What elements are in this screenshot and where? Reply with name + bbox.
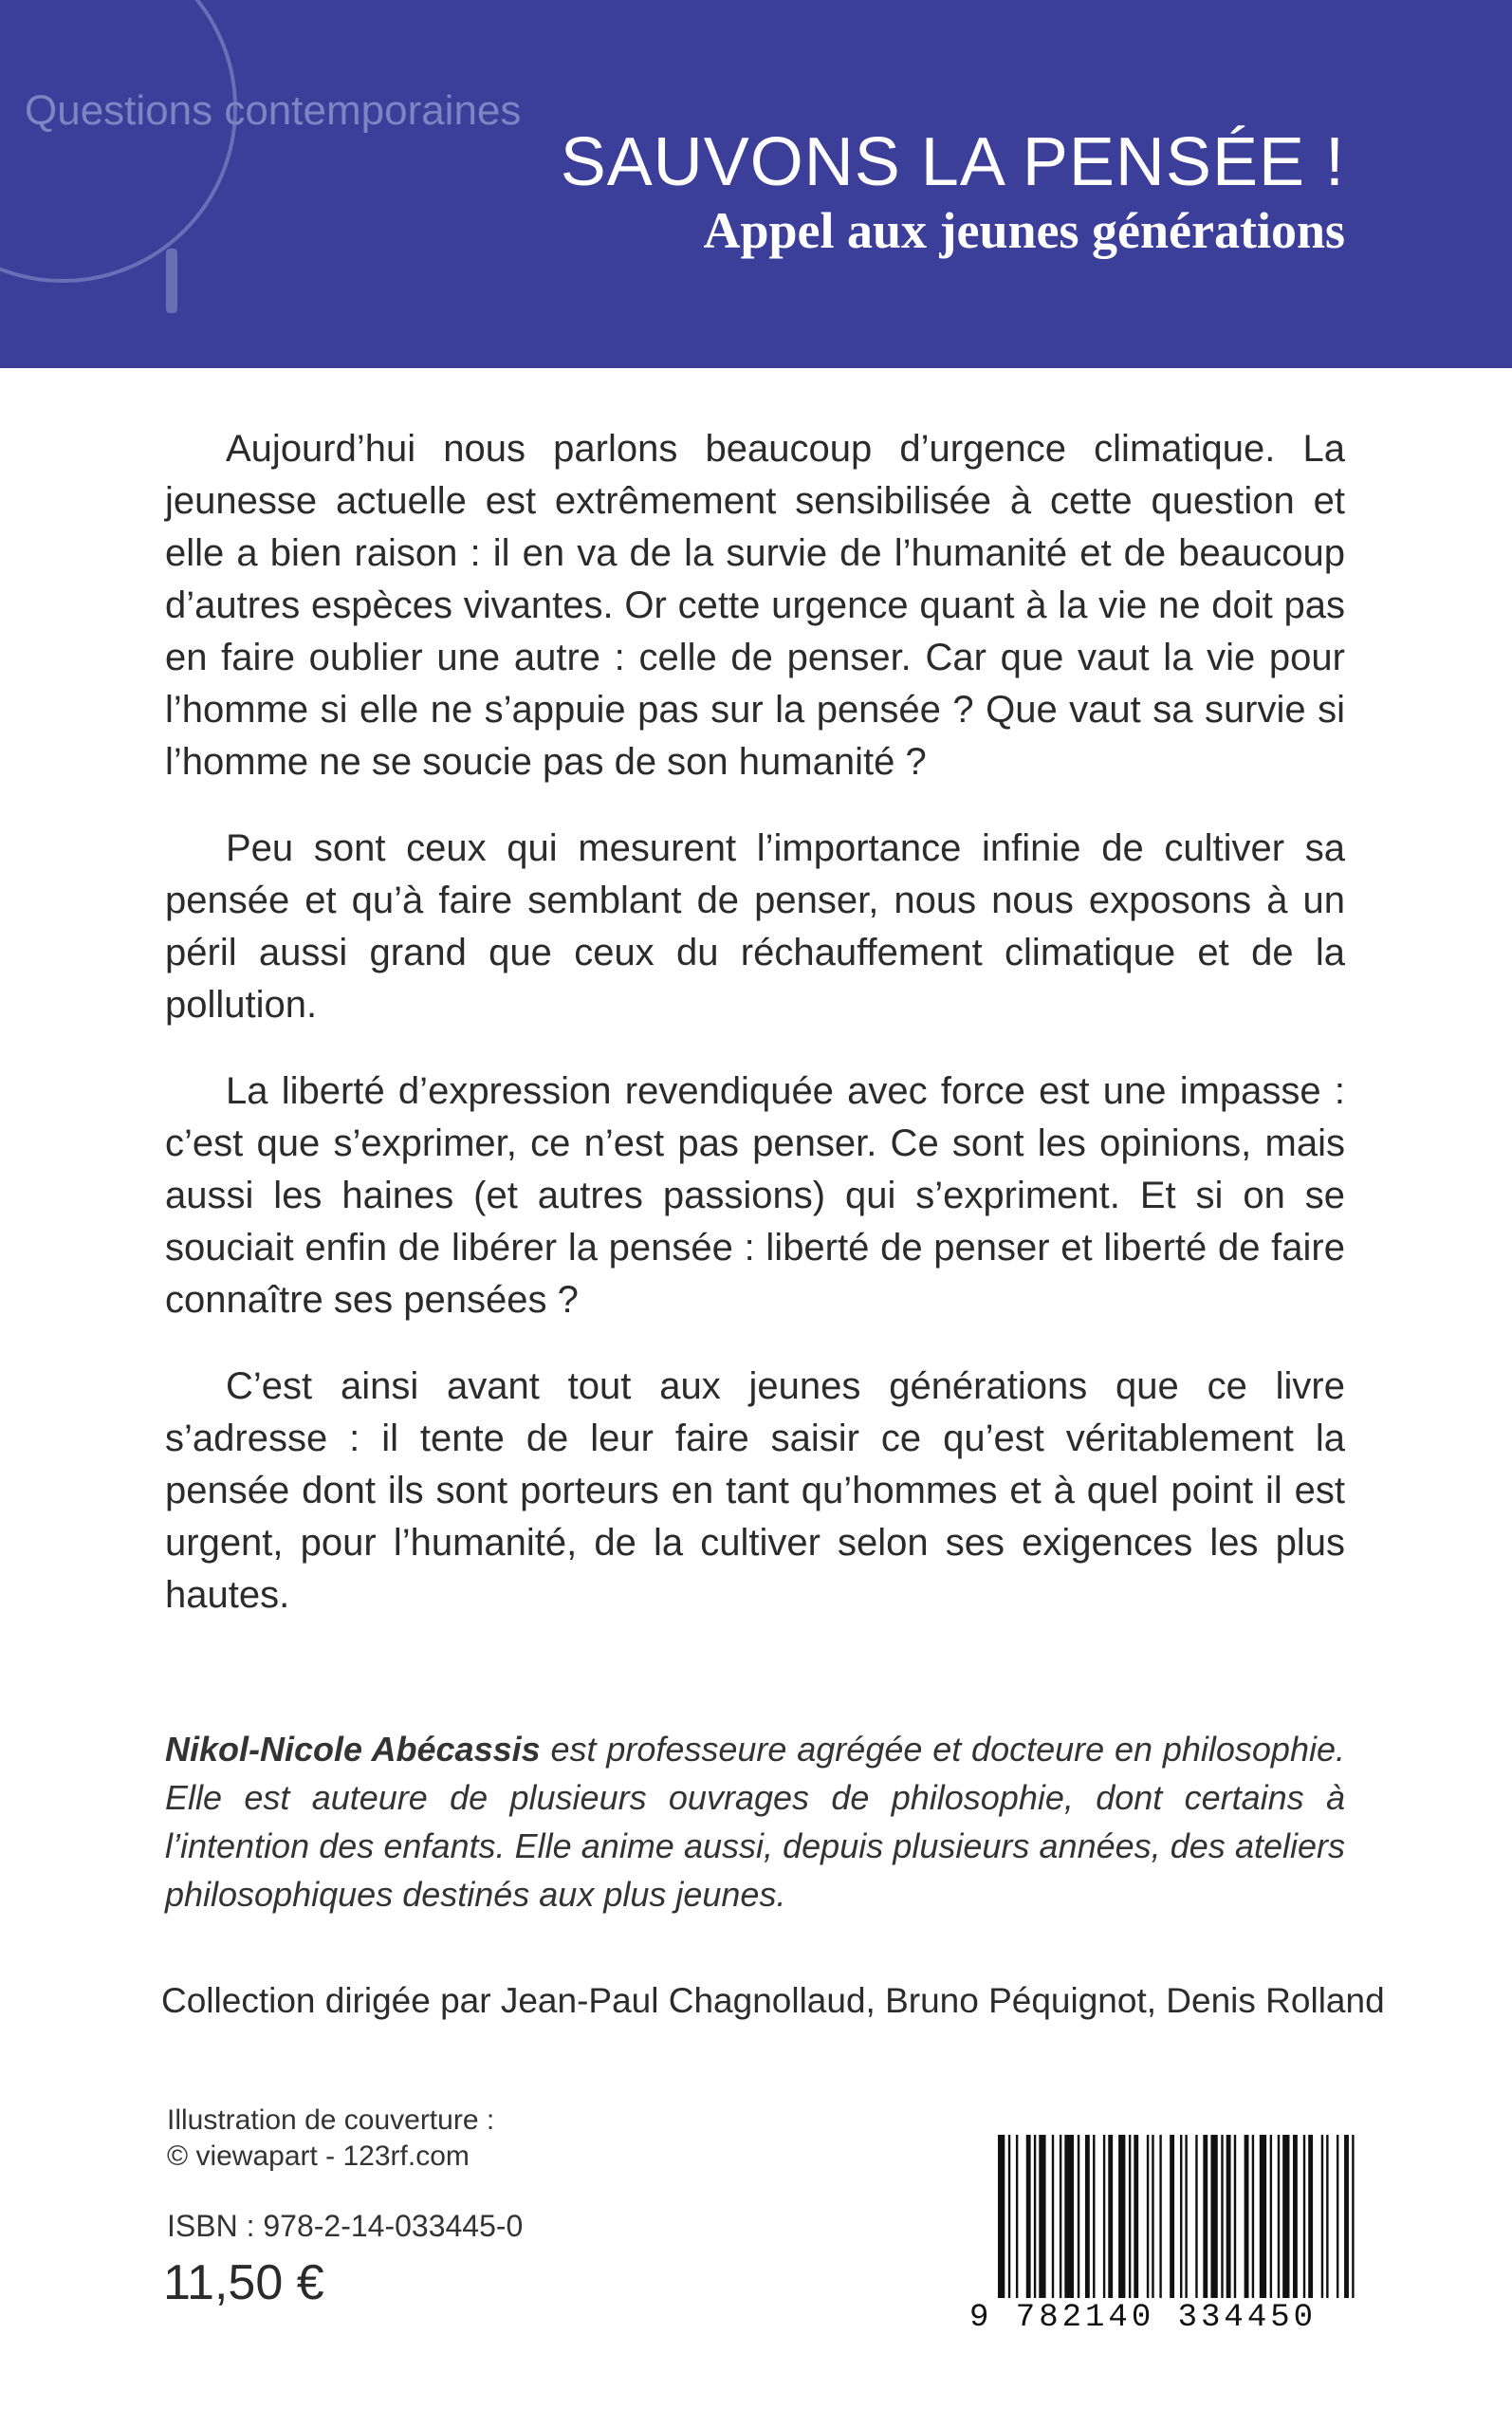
barcode-bar	[1245, 2135, 1249, 2298]
book-title: SAUVONS LA PENSÉE !	[560, 124, 1345, 200]
barcode-bars-icon	[998, 2135, 1362, 2298]
barcode-bar	[1303, 2135, 1305, 2298]
price-label: 11,50 €	[163, 2255, 324, 2310]
credit-source: © viewapart - 123rf.com	[167, 2140, 470, 2172]
barcode-bar	[1344, 2135, 1349, 2298]
collection-editors: Collection dirigée par Jean-Paul Chagnollaud, Bruno Péquignot, Denis Rolland	[161, 1981, 1385, 2020]
blurb-paragraph: Aujourd’hui nous parlons beaucoup d’urgence climatique. La jeunesse actuelle est extrêmement sensibilisée à cette question et elle a bien raison : il en va de la survie de l’humanité et de beaucoup d’autres espèces vivantes. Or cette urgence quant à la vie ne doit pas en faire oublier une autre : celle de penser. Car que vaut la vie pour l’homme si elle ne s’appuie pas sur la pensée ? Que vaut sa survie si l’homme ne se soucie pas de son humanité ?	[165, 428, 1345, 783]
barcode-bar	[1152, 2135, 1153, 2298]
barcode-bar	[1210, 2135, 1217, 2298]
q-letter-tail-decoration	[166, 249, 177, 313]
collection-name: Questions contemporaines	[25, 87, 522, 134]
barcode-bar	[1321, 2135, 1323, 2298]
barcode-bar	[1039, 2135, 1045, 2298]
barcode-bar	[1282, 2135, 1289, 2298]
barcode-bar	[1278, 2135, 1280, 2298]
barcode-bar	[1134, 2135, 1138, 2298]
author-name: Nikol-Nicole Abécassis	[165, 1730, 541, 1769]
barcode-bar	[1180, 2135, 1182, 2298]
barcode-bar	[1170, 2135, 1174, 2298]
barcode-bar	[1352, 2135, 1354, 2298]
barcode-bar	[1026, 2135, 1031, 2298]
barcode-bar	[1008, 2135, 1010, 2298]
credit-label: Illustration de couverture :	[167, 2104, 495, 2136]
barcode-bar	[1078, 2135, 1079, 2298]
barcode-bar	[1103, 2135, 1105, 2298]
barcode-bar	[1147, 2135, 1149, 2298]
barcode-bar	[1159, 2135, 1161, 2298]
blurb-paragraph: Peu sont ceux qui mesurent l’importance infinie de cultiver sa pensée et qu’à faire semblant de penser, nous nous exposons à un péril aussi grand que ceux du réchauffement climatique et de la pollution.	[165, 827, 1345, 1026]
blurb-text	[165, 423, 1345, 1656]
barcode	[966, 2135, 1364, 2336]
cover-illustration-credit	[167, 2103, 494, 2175]
barcode-bar	[1085, 2135, 1090, 2298]
barcode-bar	[1308, 2135, 1313, 2298]
barcode-bar	[1064, 2135, 1074, 2298]
blurb-paragraph: C’est ainsi avant tout aux jeunes générations que ce livre s’adresse : il tente de leur faire saisir ce qu’est véritablement la pensée dont ils sont porteurs en tant qu’hommes et à quel point il est urgent, pour l’humanité, de la cultiver selon ses exigences les plus hautes.	[165, 1365, 1345, 1616]
barcode-bar	[1093, 2135, 1095, 2298]
book-subtitle: Appel aux jeunes générations	[703, 202, 1345, 259]
isbn-number: ISBN : 978-2-14-033445-0	[167, 2209, 524, 2243]
cover-header-band	[0, 0, 1512, 368]
barcode-digits: 9 782140 334450	[969, 2300, 1318, 2336]
barcode-bar	[1226, 2135, 1231, 2298]
author-bio-text: est professeure agrégée et docteure en philosophie. Elle est auteure de plusieurs ouvrages de philosophie, dont certains à l’intention des enfants. Elle anime aussi, depuis plusieurs années, des ateliers philosophiques destinés aux plus jeunes.	[165, 1730, 1345, 1914]
barcode-bar	[1293, 2135, 1298, 2298]
barcode-bar	[1052, 2135, 1054, 2298]
barcode-bar	[998, 2135, 1005, 2298]
barcode-bar	[1326, 2135, 1328, 2298]
barcode-bar	[1337, 2135, 1338, 2298]
barcode-bar	[1034, 2135, 1036, 2298]
barcode-bar	[1234, 2135, 1236, 2298]
q-letter-ring-decoration	[0, 0, 237, 283]
barcode-bar	[1221, 2135, 1223, 2298]
barcode-bar	[1260, 2135, 1266, 2298]
blurb-paragraph: La liberté d’expression revendiquée avec force est une impasse : c’est que s’exprimer, ce n’est pas penser. Ce sont les opinions, mais aussi les haines (et autres passions) qui s’expriment. Et si on se souciait enfin de libérer la pensée : liberté de penser et liberté de faire connaître ses pensées ?	[165, 1070, 1345, 1321]
barcode-bar	[1108, 2135, 1113, 2298]
barcode-bar	[1185, 2135, 1187, 2298]
author-bio	[165, 1725, 1345, 1918]
barcode-bar	[1252, 2135, 1254, 2298]
barcode-bar	[1118, 2135, 1125, 2298]
barcode-bar	[1060, 2135, 1061, 2298]
barcode-bar	[1203, 2135, 1208, 2298]
barcode-bar	[1195, 2135, 1197, 2298]
barcode-bar	[1016, 2135, 1018, 2298]
barcode-bar	[1129, 2135, 1131, 2298]
barcode-bar	[1270, 2135, 1272, 2298]
